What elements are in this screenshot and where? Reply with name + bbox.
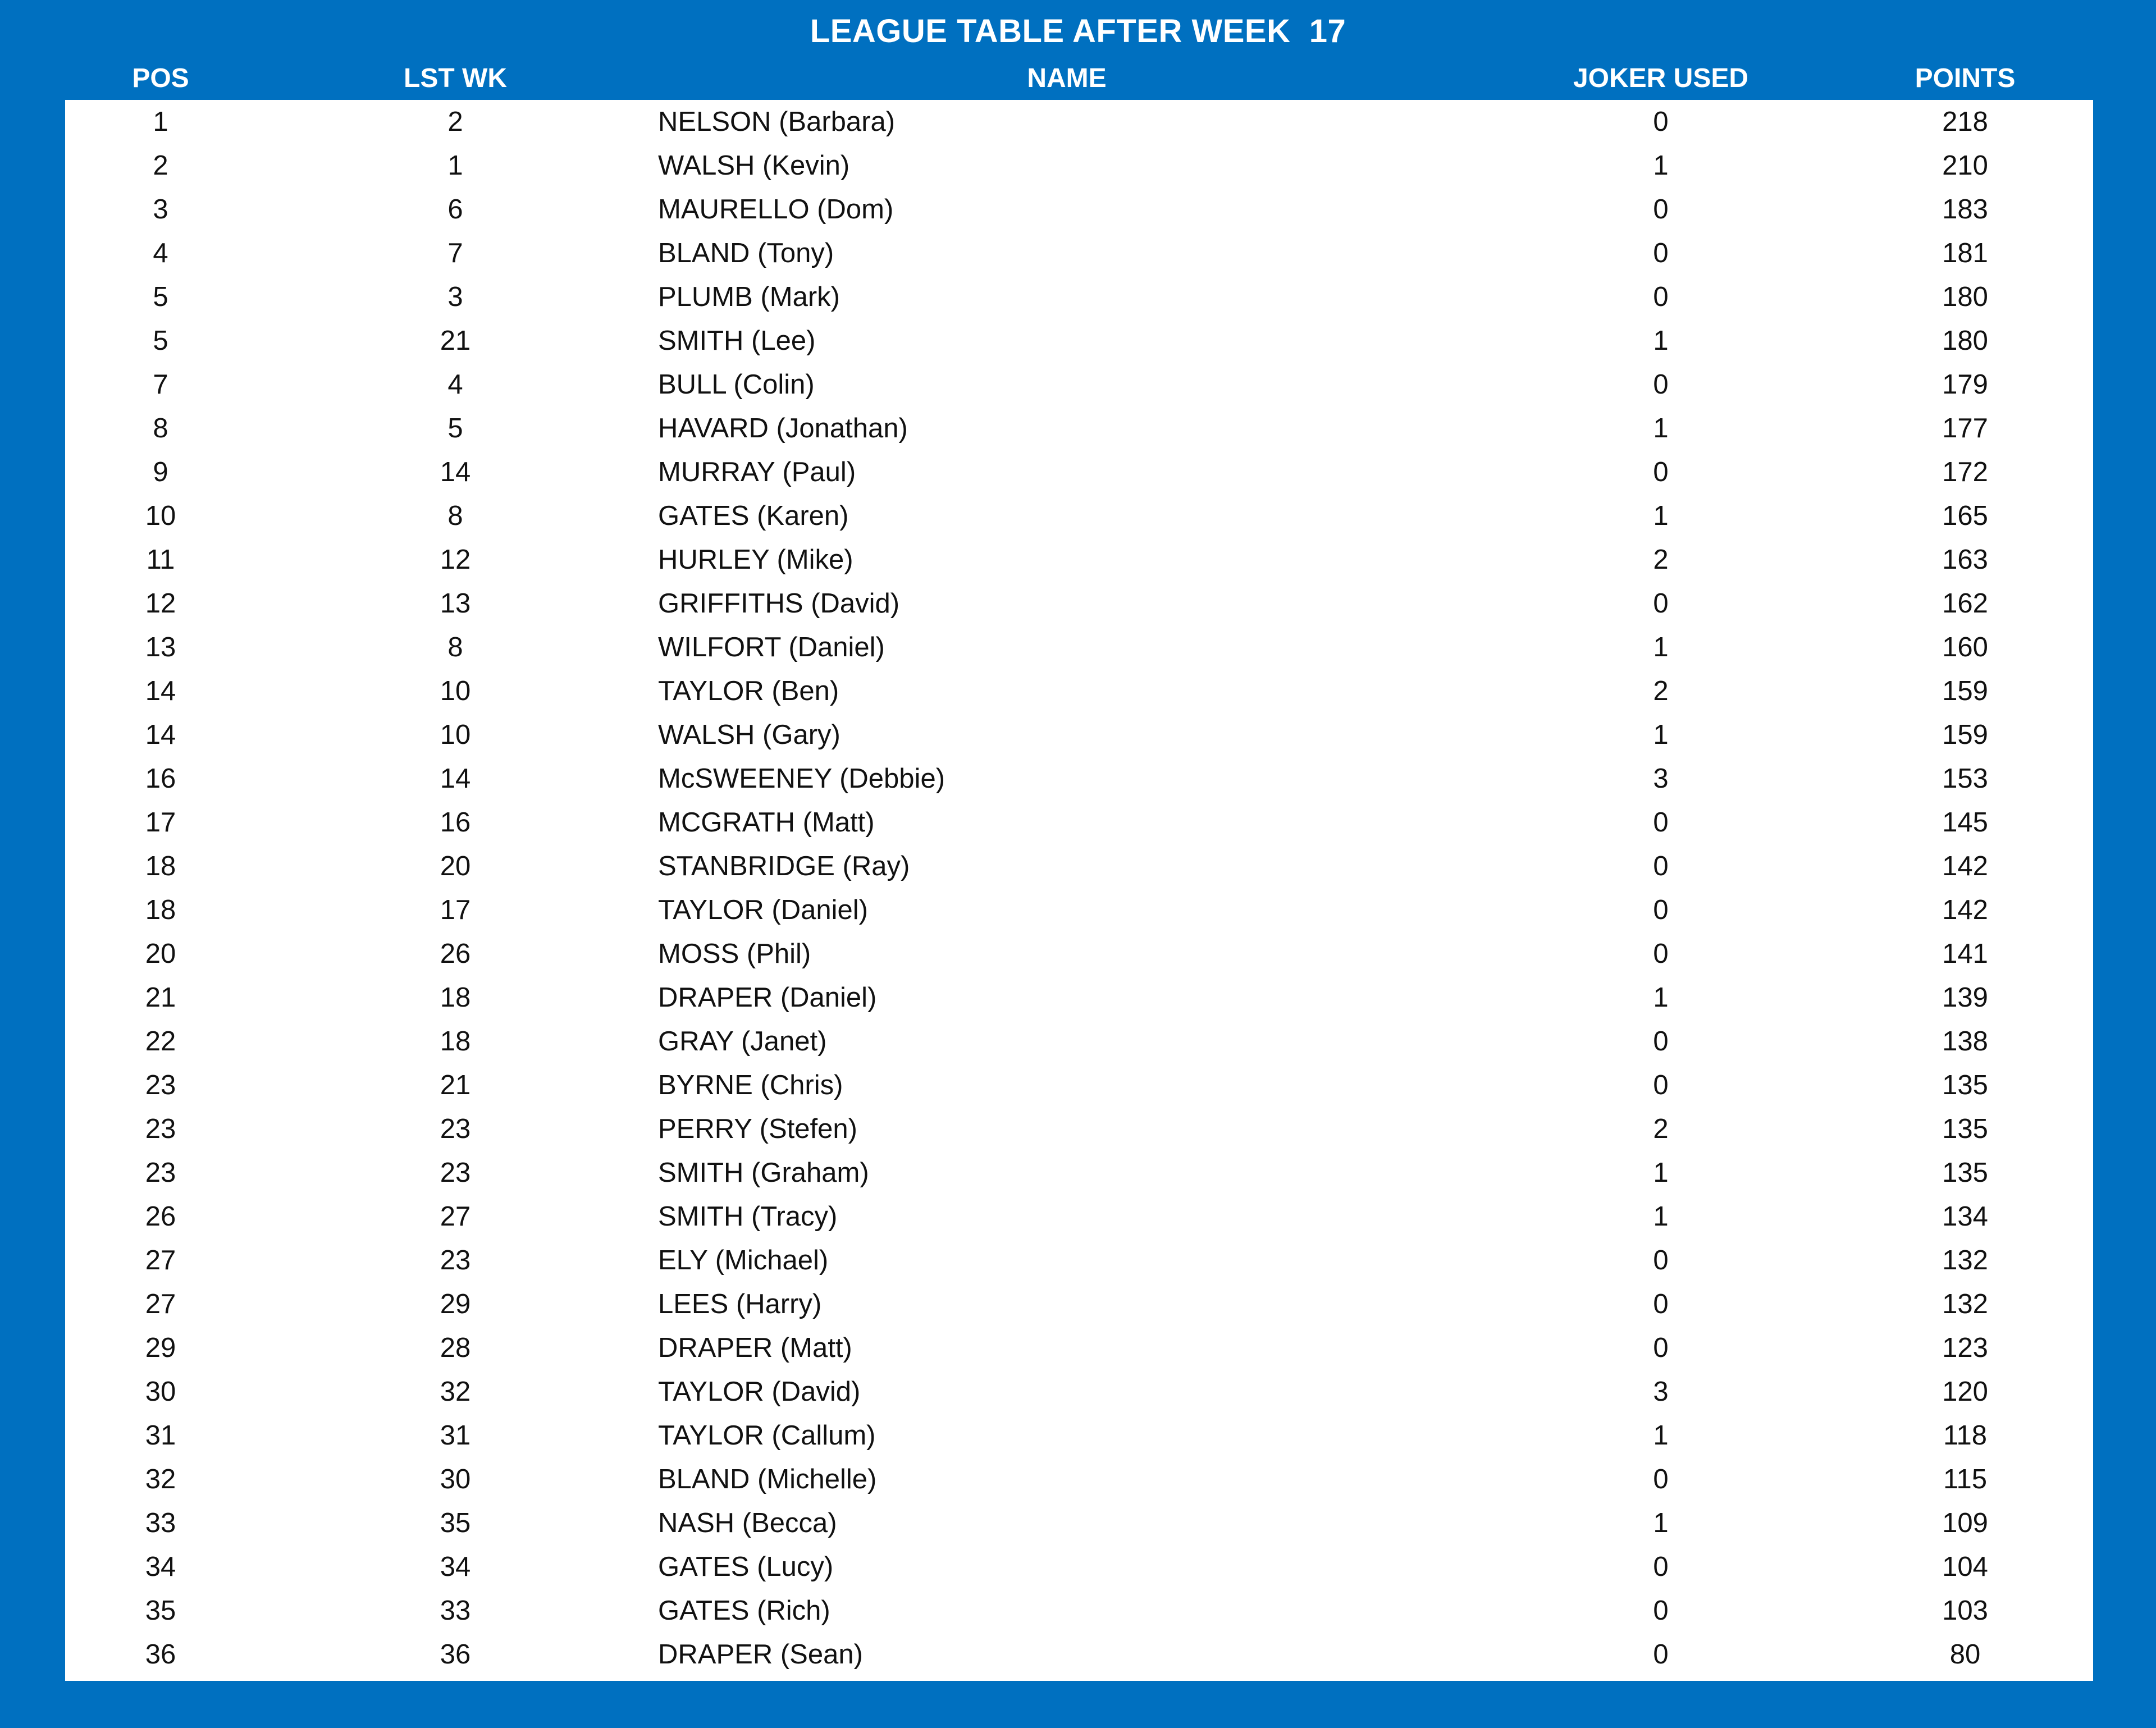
cell-pos: 29 <box>145 1333 176 1363</box>
table-row <box>65 406 2093 450</box>
cell-joker-used: 0 <box>1653 194 1669 225</box>
cell-points: 218 <box>1942 107 1988 137</box>
cell-name: TAYLOR (Daniel) <box>658 895 868 925</box>
table-row <box>65 100 2093 144</box>
cell-joker-used: 1 <box>1653 720 1669 750</box>
cell-name: HURLEY (Mike) <box>658 545 853 575</box>
cell-points: 162 <box>1942 588 1988 619</box>
cell-points: 141 <box>1942 939 1988 969</box>
cell-pos: 21 <box>145 982 176 1013</box>
table-row <box>65 1501 2093 1545</box>
cell-points: 104 <box>1942 1552 1988 1582</box>
cell-pos: 30 <box>145 1377 176 1407</box>
cell-pos: 9 <box>153 457 168 487</box>
cell-name: SMITH (Graham) <box>658 1158 869 1188</box>
cell-last-week: 32 <box>440 1377 471 1407</box>
cell-points: 177 <box>1942 413 1988 444</box>
cell-joker-used: 0 <box>1653 939 1669 969</box>
cell-pos: 27 <box>145 1245 176 1276</box>
cell-last-week: 23 <box>440 1158 471 1188</box>
cell-pos: 7 <box>153 369 168 400</box>
cell-joker-used: 1 <box>1653 501 1669 531</box>
cell-pos: 32 <box>145 1464 176 1494</box>
table-row <box>65 1151 2093 1195</box>
cell-pos: 23 <box>145 1158 176 1188</box>
table-row <box>65 1545 2093 1589</box>
cell-pos: 20 <box>145 939 176 969</box>
cell-name: WALSH (Kevin) <box>658 150 850 181</box>
cell-last-week: 16 <box>440 807 471 838</box>
cell-last-week: 12 <box>440 545 471 575</box>
cell-name: SMITH (Tracy) <box>658 1201 838 1232</box>
column-header-pos: POS <box>132 63 189 93</box>
cell-joker-used: 3 <box>1653 764 1669 794</box>
cell-name: DRAPER (Sean) <box>658 1639 863 1670</box>
cell-pos: 31 <box>145 1420 176 1451</box>
cell-name: ELY (Michael) <box>658 1245 829 1276</box>
table-row <box>65 1589 2093 1633</box>
cell-points: 172 <box>1942 457 1988 487</box>
cell-name: BLAND (Michelle) <box>658 1464 877 1494</box>
cell-points: 163 <box>1942 545 1988 575</box>
cell-joker-used: 0 <box>1653 1596 1669 1626</box>
cell-name: PLUMB (Mark) <box>658 282 840 312</box>
cell-name: PERRY (Stefen) <box>658 1114 857 1144</box>
table-row <box>65 1020 2093 1063</box>
cell-joker-used: 1 <box>1653 1158 1669 1188</box>
cell-last-week: 21 <box>440 326 471 356</box>
cell-name: MAURELLO (Dom) <box>658 194 894 225</box>
table-row <box>65 976 2093 1020</box>
table-row <box>65 450 2093 494</box>
cell-points: 181 <box>1942 238 1988 268</box>
cell-last-week: 35 <box>440 1508 471 1538</box>
cell-joker-used: 1 <box>1653 413 1669 444</box>
cell-points: 134 <box>1942 1201 1988 1232</box>
cell-joker-used: 0 <box>1653 1639 1669 1670</box>
column-header-last-week: LST WK <box>404 63 507 93</box>
cell-pos: 8 <box>153 413 168 444</box>
cell-pos: 11 <box>146 545 175 575</box>
cell-name: LEES (Harry) <box>658 1289 822 1319</box>
cell-name: TAYLOR (Callum) <box>658 1420 876 1451</box>
cell-last-week: 20 <box>440 851 471 881</box>
table-row <box>65 1370 2093 1414</box>
cell-name: NELSON (Barbara) <box>658 107 896 137</box>
cell-joker-used: 0 <box>1653 851 1669 881</box>
cell-pos: 26 <box>145 1201 176 1232</box>
cell-points: 135 <box>1942 1114 1988 1144</box>
cell-last-week: 31 <box>440 1420 471 1451</box>
cell-last-week: 8 <box>447 501 463 531</box>
cell-pos: 13 <box>145 632 176 662</box>
cell-last-week: 29 <box>440 1289 471 1319</box>
cell-pos: 2 <box>153 150 168 181</box>
table-row <box>65 1633 2093 1676</box>
cell-points: 103 <box>1942 1596 1988 1626</box>
cell-pos: 36 <box>145 1639 176 1670</box>
cell-points: 165 <box>1942 501 1988 531</box>
column-header-row <box>0 56 2156 101</box>
cell-joker-used: 0 <box>1653 107 1669 137</box>
cell-joker-used: 0 <box>1653 1026 1669 1057</box>
table-title: LEAGUE TABLE AFTER WEEK 17 <box>810 13 1346 49</box>
table-row <box>65 888 2093 932</box>
cell-last-week: 10 <box>440 720 471 750</box>
cell-joker-used: 1 <box>1653 326 1669 356</box>
cell-pos: 5 <box>153 282 168 312</box>
cell-points: 109 <box>1942 1508 1988 1538</box>
cell-name: BYRNE (Chris) <box>658 1070 843 1100</box>
table-row <box>65 1238 2093 1282</box>
cell-last-week: 21 <box>440 1070 471 1100</box>
cell-name: McSWEENEY (Debbie) <box>658 764 945 794</box>
cell-points: 179 <box>1942 369 1988 400</box>
cell-name: MOSS (Phil) <box>658 939 811 969</box>
cell-last-week: 6 <box>447 194 463 225</box>
cell-last-week: 10 <box>440 676 471 706</box>
table-row <box>65 1282 2093 1326</box>
cell-joker-used: 1 <box>1653 1201 1669 1232</box>
cell-last-week: 18 <box>440 982 471 1013</box>
column-header-joker-used: JOKER USED <box>1573 63 1749 93</box>
cell-points: 180 <box>1942 326 1988 356</box>
table-row <box>65 1414 2093 1457</box>
cell-joker-used: 0 <box>1653 1289 1669 1319</box>
table-row <box>65 1107 2093 1151</box>
cell-points: 123 <box>1942 1333 1988 1363</box>
table-row <box>65 625 2093 669</box>
cell-joker-used: 0 <box>1653 238 1669 268</box>
cell-name: GATES (Lucy) <box>658 1552 834 1582</box>
table-row <box>65 188 2093 231</box>
cell-last-week: 5 <box>447 413 463 444</box>
cell-name: GATES (Karen) <box>658 501 849 531</box>
cell-last-week: 17 <box>440 895 471 925</box>
cell-joker-used: 1 <box>1653 632 1669 662</box>
cell-points: 139 <box>1942 982 1988 1013</box>
cell-points: 142 <box>1942 851 1988 881</box>
cell-points: 120 <box>1942 1377 1988 1407</box>
cell-last-week: 30 <box>440 1464 471 1494</box>
cell-pos: 14 <box>145 676 176 706</box>
cell-joker-used: 2 <box>1653 545 1669 575</box>
table-row <box>65 932 2093 976</box>
cell-pos: 14 <box>145 720 176 750</box>
cell-last-week: 18 <box>440 1026 471 1057</box>
cell-last-week: 7 <box>447 238 463 268</box>
cell-name: NASH (Becca) <box>658 1508 837 1538</box>
cell-last-week: 14 <box>440 764 471 794</box>
column-header-name: NAME <box>1027 63 1107 93</box>
table-row <box>65 231 2093 275</box>
table-row <box>65 1063 2093 1107</box>
cell-last-week: 33 <box>440 1596 471 1626</box>
cell-points: 145 <box>1942 807 1988 838</box>
cell-pos: 22 <box>145 1026 176 1057</box>
cell-points: 135 <box>1942 1070 1988 1100</box>
cell-name: GRIFFITHS (David) <box>658 588 900 619</box>
cell-points: 132 <box>1942 1289 1988 1319</box>
cell-last-week: 8 <box>447 632 463 662</box>
cell-joker-used: 1 <box>1653 1508 1669 1538</box>
cell-joker-used: 0 <box>1653 1464 1669 1494</box>
table-row <box>65 144 2093 188</box>
cell-joker-used: 0 <box>1653 369 1669 400</box>
table-row <box>65 1457 2093 1501</box>
cell-joker-used: 0 <box>1653 807 1669 838</box>
table-row <box>65 801 2093 844</box>
table-row <box>65 669 2093 713</box>
cell-last-week: 23 <box>440 1245 471 1276</box>
cell-name: WILFORT (Daniel) <box>658 632 885 662</box>
table-row <box>65 1195 2093 1238</box>
cell-joker-used: 3 <box>1653 1377 1669 1407</box>
cell-name: GRAY (Janet) <box>658 1026 827 1057</box>
cell-points: 183 <box>1942 194 1988 225</box>
cell-name: BLAND (Tony) <box>658 238 834 268</box>
cell-name: DRAPER (Daniel) <box>658 982 877 1013</box>
cell-name: SMITH (Lee) <box>658 326 816 356</box>
cell-pos: 18 <box>145 895 176 925</box>
cell-pos: 34 <box>145 1552 176 1582</box>
cell-joker-used: 2 <box>1653 676 1669 706</box>
cell-pos: 33 <box>145 1508 176 1538</box>
cell-pos: 27 <box>145 1289 176 1319</box>
table-row <box>65 275 2093 319</box>
cell-points: 132 <box>1942 1245 1988 1276</box>
cell-last-week: 3 <box>447 282 463 312</box>
cell-last-week: 1 <box>447 150 463 181</box>
cell-pos: 10 <box>145 501 176 531</box>
cell-last-week: 36 <box>440 1639 471 1670</box>
cell-points: 115 <box>1943 1464 1988 1494</box>
cell-pos: 23 <box>145 1070 176 1100</box>
cell-name: GATES (Rich) <box>658 1596 830 1626</box>
cell-last-week: 4 <box>447 369 463 400</box>
cell-joker-used: 0 <box>1653 1333 1669 1363</box>
cell-points: 118 <box>1943 1420 1988 1451</box>
table-row <box>65 713 2093 757</box>
cell-last-week: 14 <box>440 457 471 487</box>
cell-pos: 35 <box>145 1596 176 1626</box>
cell-points: 138 <box>1942 1026 1988 1057</box>
cell-joker-used: 0 <box>1653 282 1669 312</box>
cell-pos: 18 <box>145 851 176 881</box>
cell-pos: 17 <box>145 807 176 838</box>
table-row <box>65 319 2093 363</box>
cell-name: DRAPER (Matt) <box>658 1333 852 1363</box>
table-row <box>65 757 2093 801</box>
cell-pos: 12 <box>145 588 176 619</box>
cell-pos: 3 <box>153 194 168 225</box>
cell-points: 135 <box>1942 1158 1988 1188</box>
cell-name: MURRAY (Paul) <box>658 457 856 487</box>
table-row <box>65 494 2093 538</box>
table-row <box>65 363 2093 406</box>
cell-pos: 1 <box>153 107 168 137</box>
cell-name: TAYLOR (Ben) <box>658 676 839 706</box>
cell-joker-used: 0 <box>1653 1245 1669 1276</box>
cell-points: 210 <box>1942 150 1988 181</box>
cell-points: 180 <box>1942 282 1988 312</box>
table-row <box>65 582 2093 625</box>
cell-last-week: 23 <box>440 1114 471 1144</box>
cell-joker-used: 1 <box>1653 982 1669 1013</box>
table-body <box>65 100 2093 1681</box>
cell-name: MCGRATH (Matt) <box>658 807 875 838</box>
cell-pos: 5 <box>153 326 168 356</box>
cell-joker-used: 2 <box>1653 1114 1669 1144</box>
cell-pos: 16 <box>145 764 176 794</box>
cell-joker-used: 0 <box>1653 457 1669 487</box>
cell-last-week: 13 <box>440 588 471 619</box>
cell-joker-used: 1 <box>1653 150 1669 181</box>
cell-name: WALSH (Gary) <box>658 720 841 750</box>
cell-joker-used: 0 <box>1653 1552 1669 1582</box>
cell-points: 160 <box>1942 632 1988 662</box>
cell-pos: 4 <box>153 238 168 268</box>
cell-last-week: 27 <box>440 1201 471 1232</box>
table-row <box>65 1326 2093 1370</box>
cell-last-week: 34 <box>440 1552 471 1582</box>
cell-points: 153 <box>1942 764 1988 794</box>
column-header-points: POINTS <box>1915 63 2016 93</box>
cell-pos: 23 <box>145 1114 176 1144</box>
cell-points: 159 <box>1942 676 1988 706</box>
cell-points: 159 <box>1942 720 1988 750</box>
cell-name: BULL (Colin) <box>658 369 815 400</box>
cell-joker-used: 0 <box>1653 1070 1669 1100</box>
cell-name: HAVARD (Jonathan) <box>658 413 908 444</box>
cell-last-week: 2 <box>447 107 463 137</box>
cell-points: 80 <box>1949 1639 1981 1670</box>
cell-joker-used: 0 <box>1653 895 1669 925</box>
cell-last-week: 26 <box>440 939 471 969</box>
cell-last-week: 28 <box>440 1333 471 1363</box>
cell-points: 142 <box>1942 895 1988 925</box>
cell-name: STANBRIDGE (Ray) <box>658 851 910 881</box>
table-row <box>65 844 2093 888</box>
cell-joker-used: 1 <box>1653 1420 1669 1451</box>
cell-name: TAYLOR (David) <box>658 1377 861 1407</box>
table-row <box>65 538 2093 582</box>
cell-joker-used: 0 <box>1653 588 1669 619</box>
